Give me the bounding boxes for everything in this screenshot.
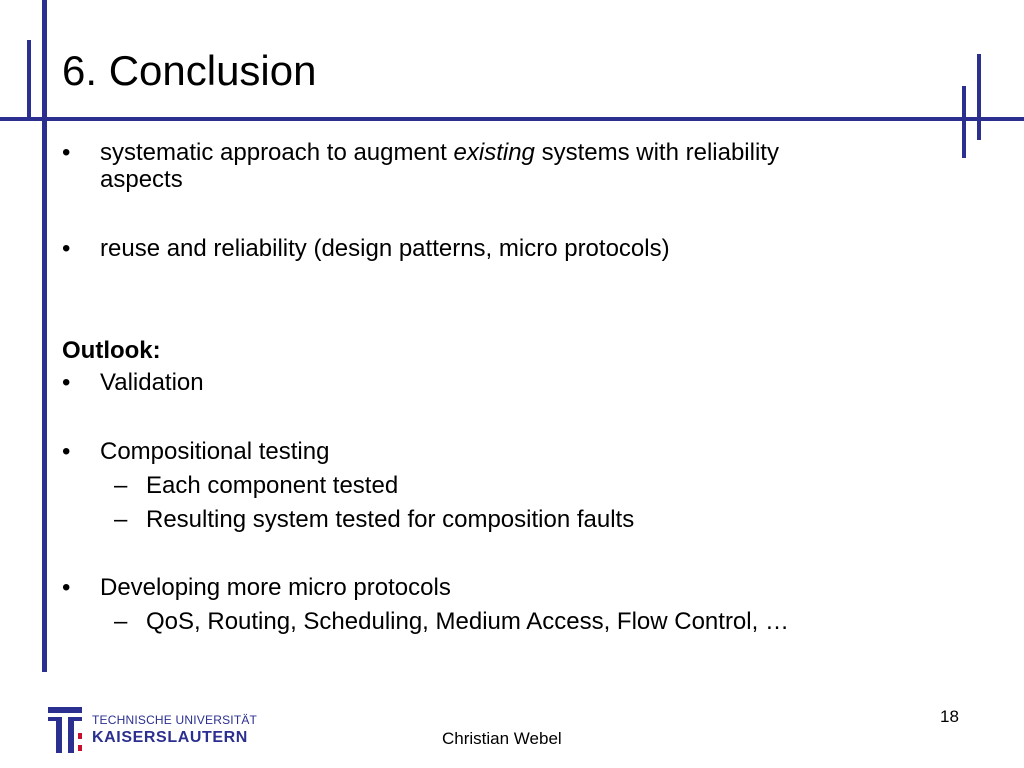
bullet-glyph: •: [62, 369, 71, 396]
bullet-text-pre: systematic approach to augment: [100, 139, 454, 166]
outlook-item-text: Compositional testing: [100, 438, 330, 465]
outlook-item-text: Developing more micro protocols: [100, 574, 451, 601]
slide-title: 6. Conclusion: [62, 47, 317, 94]
logo-text-line1: TECHNISCHE UNIVERSITÄT: [92, 713, 258, 727]
bullet-text-post: systems with reliability: [534, 139, 779, 166]
bullet-glyph: •: [62, 139, 71, 166]
bullet-glyph: •: [62, 235, 71, 262]
left-frame-line-outer: [27, 40, 31, 120]
dash-glyph: –: [114, 608, 128, 635]
right-frame-line-outer: [977, 54, 981, 140]
bullet-text: reuse and reliability (design patterns, micro protocols): [100, 235, 670, 262]
page-number: 18: [940, 707, 959, 726]
bullet-text-line2: aspects: [100, 166, 183, 193]
bullet-glyph: •: [62, 438, 71, 465]
bullet-glyph: •: [62, 574, 71, 601]
dash-glyph: –: [114, 506, 128, 533]
outlook-subitem-text: Resulting system tested for composition faults: [146, 506, 635, 533]
university-logo-mark-icon: [42, 703, 88, 755]
logo-text-line2: KAISERSLAUTERN: [92, 729, 248, 746]
dash-glyph: –: [114, 472, 128, 499]
university-logo: [42, 703, 258, 755]
outlook-heading: Outlook:: [62, 337, 161, 364]
outlook-item-text: Validation: [100, 369, 204, 396]
footer-author: Christian Webel: [442, 729, 562, 748]
outlook-subitem-text: QoS, Routing, Scheduling, Medium Access, Flow Control, …: [146, 608, 789, 635]
right-frame-line-inner: [962, 86, 966, 158]
outlook-subitem-text: Each component tested: [146, 472, 399, 499]
bullet-text-emphasis: existing: [453, 139, 535, 166]
title-underline: [0, 117, 1024, 121]
left-frame-line-inner: [42, 0, 47, 672]
